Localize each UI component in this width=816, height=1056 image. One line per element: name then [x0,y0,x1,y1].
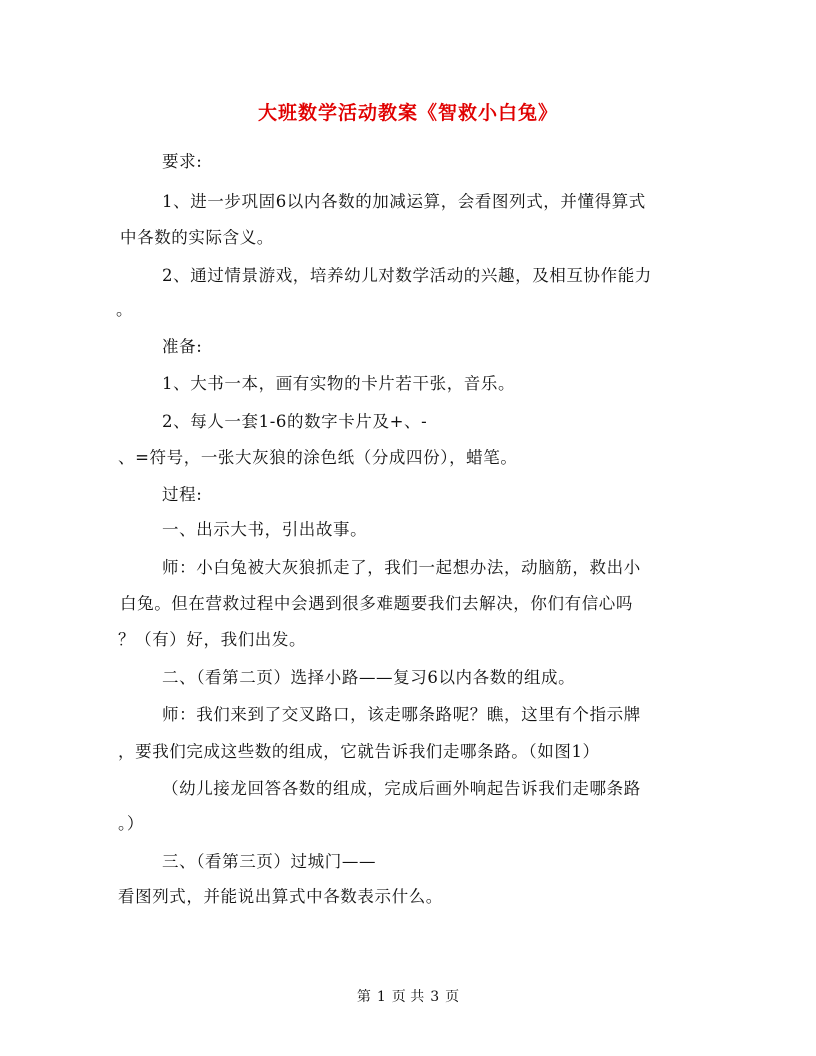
paragraph-line: 准备: [162,337,203,356]
paragraph-line: 白兔。但在营救过程中会遇到很多难题要我们去解决，你们有信心吗 [120,594,633,613]
footer-middle: 页 共 [391,989,425,1005]
paragraph-line: 过程: [162,485,203,504]
footer-total-pages: 3 [430,989,440,1005]
paragraph-line: ，要我们完成这些数的组成，它就告诉我们走哪条路。（如图1） [118,742,600,761]
paragraph-line: 要求: [162,152,203,171]
paragraph-line: 一、出示大书，引出故事。 [162,520,368,539]
paragraph-line: 二、（看第二页）选择小路——复习6以内各数的组成。 [162,668,576,687]
paragraph-line: 师：我们来到了交叉路口，该走哪条路呢？瞧，这里有个指示牌 [162,705,641,724]
paragraph-line: 。） [118,814,144,833]
footer-suffix: 页 [445,989,460,1005]
paragraph-line: 2、通过情景游戏，培养幼儿对数学活动的兴趣，及相互协作能力 [162,266,652,285]
page-footer [0,986,816,1006]
paragraph-line: 1、进一步巩固6以内各数的加减运算，会看图列式，并懂得算式 [162,192,646,211]
paragraph-line: 。 [116,300,134,319]
paragraph-line: 2、每人一套1-6的数字卡片及+、- [162,412,428,431]
paragraph-line: ？（有）好，我们出发。 [118,630,307,649]
paragraph-line: 三、（看第三页）过城门—— [162,852,377,871]
paragraph-line: 师：小白兔被大灰狼抓走了，我们一起想办法，动脑筋，救出小 [162,558,641,577]
paragraph-line: （幼儿接龙回答各数的组成，完成后画外响起告诉我们走哪条路 [162,779,641,798]
paragraph-line: 1、大书一本，画有实物的卡片若干张，音乐。 [162,374,516,393]
footer-page-number: 1 [376,989,386,1005]
document-title: 大班数学活动教案《智救小白兔》 [257,102,558,124]
footer-prefix: 第 [356,989,371,1005]
paragraph-line: 中各数的实际含义。 [120,228,274,247]
paragraph-line: 看图列式，并能说出算式中各数表示什么。 [118,887,443,906]
paragraph-line: 、=符号，一张大灰狼的涂色纸（分成四份），蜡笔。 [118,448,518,467]
